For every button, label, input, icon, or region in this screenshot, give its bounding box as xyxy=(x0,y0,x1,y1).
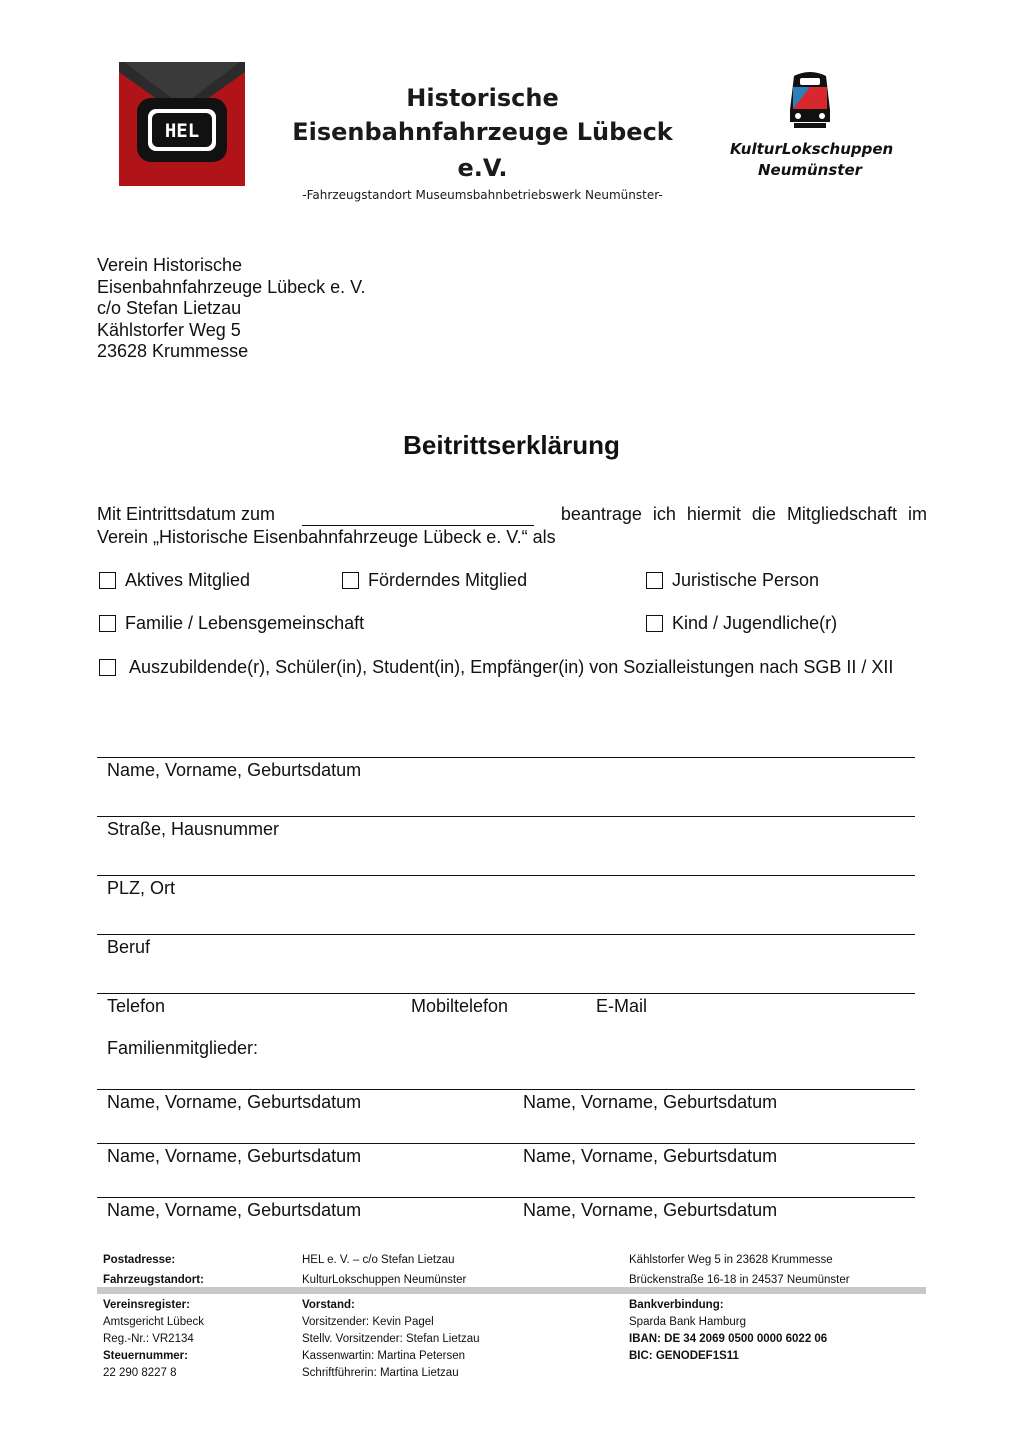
steuernummer-label: Steuernummer: xyxy=(103,1350,188,1362)
option-kind[interactable] xyxy=(646,613,837,634)
bic: BIC: GENODEF1S11 xyxy=(629,1350,739,1362)
checkbox[interactable] xyxy=(646,572,663,589)
job-label: Beruf xyxy=(107,937,151,957)
standort-label: Fahrzeugstandort: xyxy=(103,1274,204,1286)
org-title-line2: Eisenbahnfahrzeuge Lübeck e.V. xyxy=(292,118,673,182)
name-label: Name, Vorname, Geburtsdatum xyxy=(107,760,362,780)
address-line: c/o Stefan Lietzau xyxy=(97,298,242,319)
address-line: Kählstorfer Weg 5 xyxy=(97,319,241,340)
checkbox[interactable] xyxy=(342,572,359,589)
checkbox[interactable] xyxy=(646,615,663,632)
street-label: Straße, Hausnummer xyxy=(107,819,280,839)
checkbox[interactable] xyxy=(99,572,116,589)
hel-logo xyxy=(119,62,245,186)
vorstand-member: Stellv. Vorsitzender: Stefan Lietzau xyxy=(302,1333,480,1345)
vorstand-member: Schriftführerin: Martina Lietzau xyxy=(302,1367,459,1379)
postadresse-label: Postadresse: xyxy=(103,1254,176,1266)
kulturlokschuppen-line1: KulturLokschuppen xyxy=(730,140,894,158)
phone-label: Telefon xyxy=(107,996,166,1016)
org-subtitle: -Fahrzeugstandort Museumsbahnbetriebswerk Neumünster- xyxy=(302,188,663,202)
footer-mid-top xyxy=(302,1252,466,1289)
family-member-label: Name, Vorname, Geburtsdatum xyxy=(107,1200,362,1220)
checkbox[interactable] xyxy=(99,659,116,676)
option-label: Familie / Lebensgemeinschaft xyxy=(125,613,365,633)
option-label: Auszubildende(r), Schüler(in), Student(in), Empfänger(in) von Sozialleistungen nach SGB II / XII xyxy=(129,657,894,677)
org-title-line1: Historische xyxy=(406,84,559,112)
street-input-line[interactable] xyxy=(97,816,915,817)
postadresse-value: HEL e. V. – c/o Stefan Lietzau xyxy=(302,1254,455,1266)
option-familie[interactable] xyxy=(99,613,364,634)
contact-input-line[interactable] xyxy=(97,993,915,994)
intro-paragraph xyxy=(97,503,927,549)
intro-text-end: beantrage ich hiermit die Mitgliedschaft im xyxy=(560,504,927,524)
bank-label: Bankverbindung: xyxy=(629,1299,724,1311)
hel-logo-text: HEL xyxy=(164,120,200,142)
family-input-line[interactable] xyxy=(97,1089,915,1090)
locomotive-icon xyxy=(780,70,840,134)
footer-board xyxy=(302,1297,480,1382)
plz-label: PLZ, Ort xyxy=(107,878,176,898)
option-aktives-mitglied[interactable] xyxy=(99,570,250,591)
option-label: Kind / Jugendliche(r) xyxy=(672,613,838,633)
form-title: Beitrittserklärung xyxy=(403,430,620,460)
bank-name: Sparda Bank Hamburg xyxy=(629,1316,746,1328)
checkbox[interactable] xyxy=(99,615,116,632)
family-member-label: Name, Vorname, Geburtsdatum xyxy=(107,1146,362,1166)
mobile-label: Mobiltelefon xyxy=(411,996,509,1016)
email-label: E-Mail xyxy=(596,996,648,1016)
family-input-line[interactable] xyxy=(97,1143,915,1144)
family-input-line[interactable] xyxy=(97,1197,915,1198)
vorstand-label: Vorstand: xyxy=(302,1299,355,1311)
option-foerderndes-mitglied[interactable] xyxy=(342,570,527,591)
vereinsregister-court: Amtsgericht Lübeck xyxy=(103,1316,204,1328)
vorstand-member: Vorsitzender: Kevin Pagel xyxy=(302,1316,434,1328)
option-label: Juristische Person xyxy=(672,570,820,590)
plz-input-line[interactable] xyxy=(97,875,915,876)
kulturlokschuppen-line2: Neumünster xyxy=(757,161,863,179)
job-input-line[interactable] xyxy=(97,934,915,935)
entry-date-field[interactable] xyxy=(302,507,534,526)
iban: IBAN: DE 34 2069 0500 0000 6022 06 xyxy=(629,1333,828,1345)
recipient-address xyxy=(97,255,366,363)
steuernummer-value: 22 290 8227 8 xyxy=(103,1367,177,1379)
family-heading: Familienmitglieder: xyxy=(107,1038,259,1058)
standort-street: Brückenstraße 16-18 in 24537 Neumünster xyxy=(629,1274,850,1286)
postadresse-street: Kählstorfer Weg 5 in 23628 Krummesse xyxy=(629,1254,833,1266)
address-line: Verein Historische xyxy=(97,255,243,275)
vereinsregister-label: Vereinsregister: xyxy=(103,1299,190,1311)
kulturlokschuppen-logo xyxy=(730,70,894,182)
family-member-label: Name, Vorname, Geburtsdatum xyxy=(107,1092,362,1112)
address-line: 23628 Krummesse xyxy=(97,341,249,362)
intro-text-start: Mit Eintrittsdatum zum xyxy=(97,504,276,524)
footer-bank xyxy=(629,1297,827,1365)
address-line: Eisenbahnfahrzeuge Lübeck e. V. xyxy=(97,276,366,297)
name-input-line[interactable] xyxy=(97,757,915,758)
option-label: Aktives Mitglied xyxy=(125,570,251,590)
family-member-label: Name, Vorname, Geburtsdatum xyxy=(523,1200,778,1220)
footer-divider xyxy=(97,1287,926,1294)
family-member-label: Name, Vorname, Geburtsdatum xyxy=(523,1092,778,1112)
intro-text-line2: Verein „Historische Eisenbahnfahrzeuge Lübeck e. V.“ als xyxy=(97,527,556,547)
vorstand-member: Kassenwartin: Martina Petersen xyxy=(302,1350,465,1362)
vereinsregister-nr: Reg.-Nr.: VR2134 xyxy=(103,1333,194,1345)
option-auszubildende[interactable] xyxy=(99,657,893,678)
organization-title xyxy=(285,82,680,204)
footer-left-top xyxy=(103,1252,204,1289)
family-member-label: Name, Vorname, Geburtsdatum xyxy=(523,1146,778,1166)
option-juristische-person[interactable] xyxy=(646,570,819,591)
footer-right-top xyxy=(629,1252,850,1289)
standort-value: KulturLokschuppen Neumünster xyxy=(302,1274,467,1286)
option-label: Förderndes Mitglied xyxy=(368,570,528,590)
footer-register xyxy=(103,1297,204,1382)
